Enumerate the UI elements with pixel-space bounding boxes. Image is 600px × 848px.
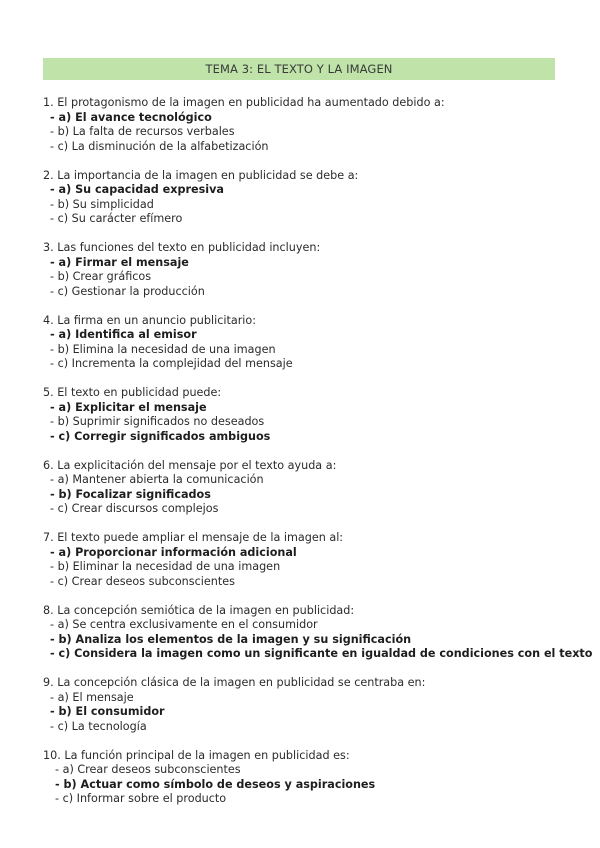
- option-b-correct: - b) Analiza los elementos de la imagen y su significación: [50, 632, 412, 646]
- question-1: [43, 96, 583, 154]
- option-c: - c) Crear deseos subconscientes: [50, 574, 235, 588]
- option-b-correct: - b) Actuar como símbolo de deseos y aspiraciones: [55, 777, 376, 791]
- question-4: [43, 314, 583, 372]
- question-text: 3. Las funciones del texto en publicidad incluyen:: [43, 241, 321, 254]
- topic-title: TEMA 3: EL TEXTO Y LA IMAGEN: [205, 62, 393, 76]
- option-b-correct: - b) El consumidor: [50, 705, 165, 718]
- option-a: - a) Se centra exclusivamente en el consumidor: [50, 618, 318, 631]
- question-text: 7. El texto puede ampliar el mensaje de la imagen al:: [43, 531, 344, 544]
- question-text: 5. El texto en publicidad puede:: [43, 386, 222, 399]
- option-b: - b) Crear gráficos: [50, 270, 152, 283]
- option-a-correct: - a) Proporcionar información adicional: [50, 545, 297, 559]
- question-10: [43, 749, 583, 807]
- question-text: 9. La concepción clásica de la imagen en publicidad se centraba en:: [43, 676, 426, 689]
- option-b-correct: - b) Focalizar significados: [50, 487, 211, 501]
- option-a-correct: - a) Identifica al emisor: [50, 328, 197, 341]
- question-8: [43, 603, 593, 662]
- option-a: - a) Crear deseos subconscientes: [55, 763, 241, 776]
- option-b: - b) Eliminar la necesidad de una imagen: [50, 560, 281, 573]
- option-c-correct: - c) Considera la imagen como un significante en igualdad de condiciones con el texto: [50, 647, 593, 660]
- question-2: [43, 169, 583, 227]
- topic-header: [43, 58, 555, 80]
- option-b: - b) Suprimir significados no deseados: [50, 415, 265, 428]
- option-a: - a) Mantener abierta la comunicación: [50, 473, 264, 486]
- option-c: - c) Crear discursos complejos: [50, 502, 219, 515]
- question-text: 10. La función principal de la imagen en publicidad es:: [43, 748, 350, 762]
- question-7: [43, 531, 583, 589]
- question-list: [43, 96, 593, 821]
- question-6: [43, 459, 583, 517]
- option-a-correct: - a) Firmar el mensaje: [50, 255, 189, 269]
- question-text: 1. El protagonismo de la imagen en publicidad ha aumentado debido a:: [43, 96, 445, 109]
- option-a-correct: - a) El avance tecnológico: [50, 110, 212, 124]
- question-text: 2. La importancia de la imagen en publicidad se debe a:: [43, 168, 359, 182]
- option-b: - b) La falta de recursos verbales: [50, 125, 235, 138]
- question-3: [43, 241, 583, 299]
- option-a-correct: - a) Su capacidad expresiva: [50, 183, 224, 196]
- option-c: - c) Su carácter efímero: [50, 212, 183, 225]
- option-c-correct: - c) Corregir significados ambiguos: [50, 429, 271, 443]
- option-c: - c) Incrementa la complejidad del mensaje: [50, 357, 293, 370]
- question-text: 4. La firma en un anuncio publicitario:: [43, 313, 257, 327]
- option-c: - c) Informar sobre el producto: [55, 792, 227, 805]
- option-c: - c) La tecnología: [50, 719, 147, 733]
- question-text: 8. La concepción semiótica de la imagen en publicidad:: [43, 603, 355, 617]
- option-c: - c) Gestionar la producción: [50, 284, 205, 298]
- option-b: - b) Elimina la necesidad de una imagen: [50, 342, 276, 356]
- question-text: 6. La explicitación del mensaje por el texto ayuda a:: [43, 458, 337, 472]
- option-b: - b) Su simplicidad: [50, 197, 154, 211]
- question-9: [43, 676, 583, 734]
- option-a-correct: - a) Explicitar el mensaje: [50, 400, 207, 414]
- question-5: [43, 386, 583, 444]
- option-a: - a) El mensaje: [50, 690, 134, 704]
- option-c: - c) La disminución de la alfabetización: [50, 139, 269, 153]
